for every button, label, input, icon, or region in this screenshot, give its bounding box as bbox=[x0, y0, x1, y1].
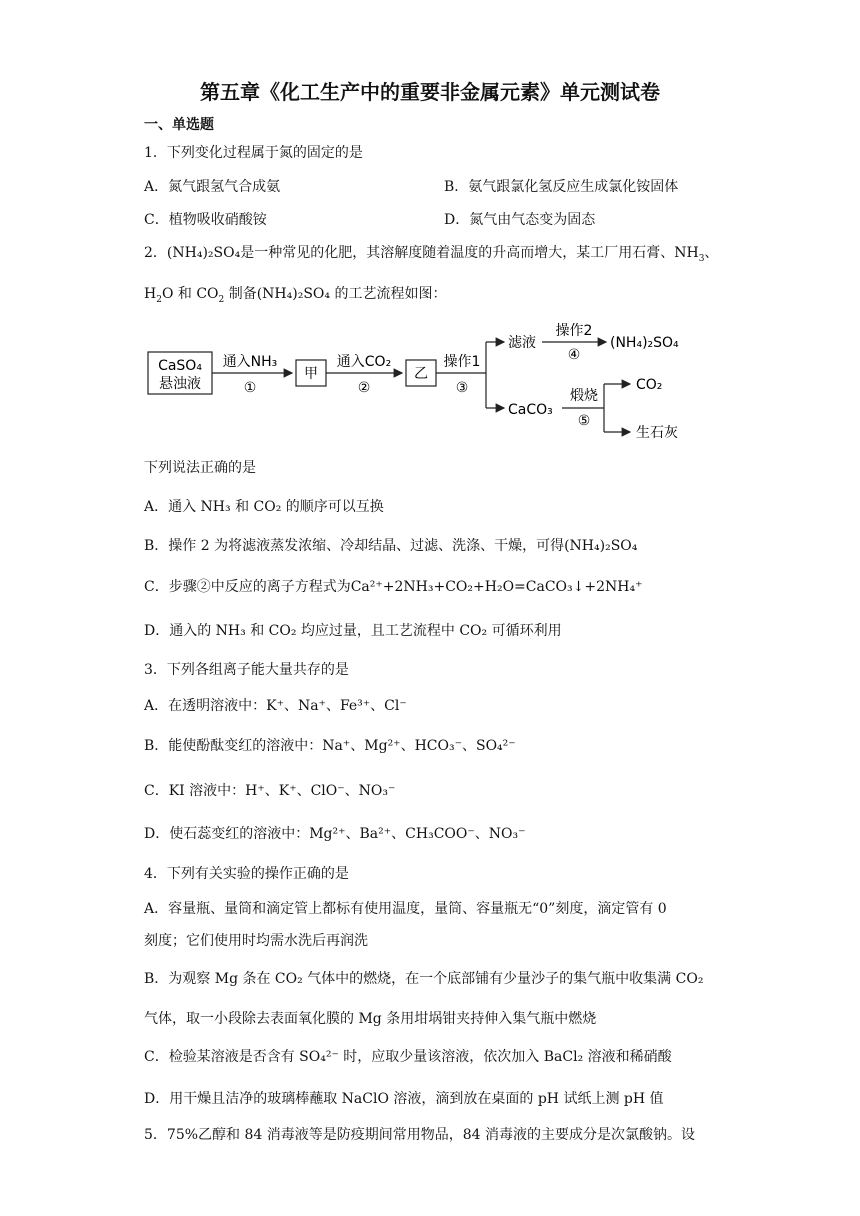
flow-product-quicklime: 生石灰 bbox=[636, 425, 678, 441]
q2-formula-ammonium-sulfate: (NH₄)₂SO₄ bbox=[166, 245, 241, 261]
q2-stem-line2 bbox=[144, 283, 446, 305]
flow-arrow-1-label: 通入NH₃ bbox=[222, 354, 278, 370]
flow-arrow-4-label: 操作2 bbox=[555, 323, 593, 339]
flow-step-5: ⑤ bbox=[577, 413, 591, 429]
flow-arrow-5-label: 煅烧 bbox=[570, 388, 598, 404]
q4-option-a-line1: A．容量瓶、量筒和滴定管上都标有使用温度，量筒、容量瓶无“0”刻度，滴定管有 0 bbox=[144, 901, 667, 917]
flow-box-yi-label: 乙 bbox=[414, 366, 428, 382]
q3-option-a: A．在透明溶液中：K⁺、Na⁺、Fe³⁺、Cl⁻ bbox=[144, 698, 407, 714]
q3-option-c: C．KI 溶液中：H⁺、K⁺、ClO⁻、NO₃⁻ bbox=[144, 783, 396, 799]
q2-option-d: D．通入的 NH₃ 和 CO₂ 均应过量，且工艺流程中 CO₂ 可循环利用 bbox=[144, 623, 562, 639]
flow-step-1: ① bbox=[243, 380, 257, 396]
flow-filtrate: 滤液 bbox=[508, 335, 536, 351]
q2-h2-subscript: 2 bbox=[156, 294, 162, 305]
q1-option-d: D．氮气由气态变为固态 bbox=[444, 212, 596, 228]
q2-option-a: A．通入 NH₃ 和 CO₂ 的顺序可以互换 bbox=[144, 499, 384, 515]
q2-flow-intro: 的工艺流程如图： bbox=[330, 286, 447, 302]
q3-option-d: D．使石蕊变红的溶液中：Mg²⁺、Ba²⁺、CH₃COO⁻、NO₃⁻ bbox=[144, 826, 526, 842]
q5-stem: 5．75%乙醇和 84 消毒液等是防疫期间常用物品，84 消毒液的主要成分是次氯酸钠。设 bbox=[144, 1127, 696, 1143]
q2-nh3-subscript: 3 bbox=[698, 253, 705, 264]
q1-option-c: C．植物吸收硝酸铵 bbox=[144, 212, 267, 228]
section-heading: 一、单选题 bbox=[144, 117, 214, 133]
flow-arrow-3-label: 操作1 bbox=[443, 354, 481, 370]
flow-arrow-2-label: 通入CO₂ bbox=[336, 354, 392, 370]
q4-stem: 4．下列有关实验的操作正确的是 bbox=[144, 866, 349, 882]
q2-option-b: B．操作 2 为将滤液蒸发浓缩、冷却结晶、过滤、洗涤、干燥，可得(NH₄)₂SO₄ bbox=[144, 538, 638, 554]
q2-product-formula: (NH₄)₂SO₄ bbox=[256, 286, 331, 302]
q1-stem: 1．下列变化过程属于氮的固定的是 bbox=[144, 145, 363, 161]
flow-caco3: CaCO₃ bbox=[508, 402, 553, 418]
flow-box-caso4-line1: CaSO₄ bbox=[158, 358, 202, 374]
q3-option-b: B．能使酚酞变红的溶液中：Na⁺、Mg²⁺、HCO₃⁻、SO₄²⁻ bbox=[144, 738, 516, 754]
q4-option-d: D．用干燥且洁净的玻璃棒蘸取 NaClO 溶液，滴到放在桌面的 pH 试纸上测 pH 值 bbox=[144, 1091, 664, 1107]
q4-option-a-line2: 刻度；它们使用时均需水洗后再润洗 bbox=[144, 933, 368, 949]
page-title: 第五章《化工生产中的重要非金属元素》单元测试卷 bbox=[200, 80, 660, 104]
process-flow-diagram bbox=[144, 318, 704, 448]
q2-ask: 下列说法正确的是 bbox=[144, 460, 256, 476]
q1-option-a: A．氮气跟氢气合成氨 bbox=[144, 179, 281, 195]
q2-co2-subscript: 2 bbox=[218, 294, 225, 305]
q2-h-symbol: H bbox=[144, 286, 157, 302]
q1-option-b: B．氨气跟氯化氢反应生成氯化铵固体 bbox=[444, 179, 679, 195]
q2-stem-line1: 2．(NH₄)₂SO₄是一种常见的化肥，其溶解度随着温度的升高而增大，某工厂用石膏、$NH_3$、 bbox=[144, 245, 719, 264]
flow-step-3: ③ bbox=[455, 380, 469, 396]
flow-box-jia-label: 甲 bbox=[304, 366, 318, 382]
flow-step-4: ④ bbox=[567, 347, 581, 363]
q4-option-c: C．检验某溶液是否含有 SO₄²⁻ 时，应取少量该溶液，依次加入 BaCl₂ 溶液和稀硝酸 bbox=[144, 1049, 672, 1065]
q3-stem: 3．下列各组离子能大量共存的是 bbox=[144, 662, 349, 678]
q2-water-co-text: O 和 CO bbox=[161, 286, 219, 302]
q2-prepare-text: 制备 bbox=[224, 286, 257, 302]
q4-option-b-line2: 气体，取一小段除去表面氧化膜的 Mg 条用坩埚钳夹持伸入集气瓶中燃烧 bbox=[144, 1011, 597, 1027]
q4-option-b-line1: B．为观察 Mg 条在 CO₂ 气体中的燃烧，在一个底部铺有少量沙子的集气瓶中收集满 CO₂ bbox=[144, 971, 704, 987]
flow-box-caso4-line2: 悬浊液 bbox=[159, 376, 201, 392]
flow-step-2: ② bbox=[357, 380, 371, 396]
q2-stem-text: 是一种常见的化肥，其溶解度随着温度的升高而增大，某工厂用石膏、NH bbox=[240, 245, 699, 261]
flow-product-co2: CO₂ bbox=[636, 377, 663, 393]
q2-option-c: C．步骤②中反应的离子方程式为Ca²⁺+2NH₃+CO₂+H₂O=CaCO₃↓+2NH₄⁺ bbox=[144, 579, 643, 595]
flow-product-ammonium-sulfate: (NH₄)₂SO₄ bbox=[610, 335, 679, 351]
q2-number: 2． bbox=[144, 245, 167, 261]
